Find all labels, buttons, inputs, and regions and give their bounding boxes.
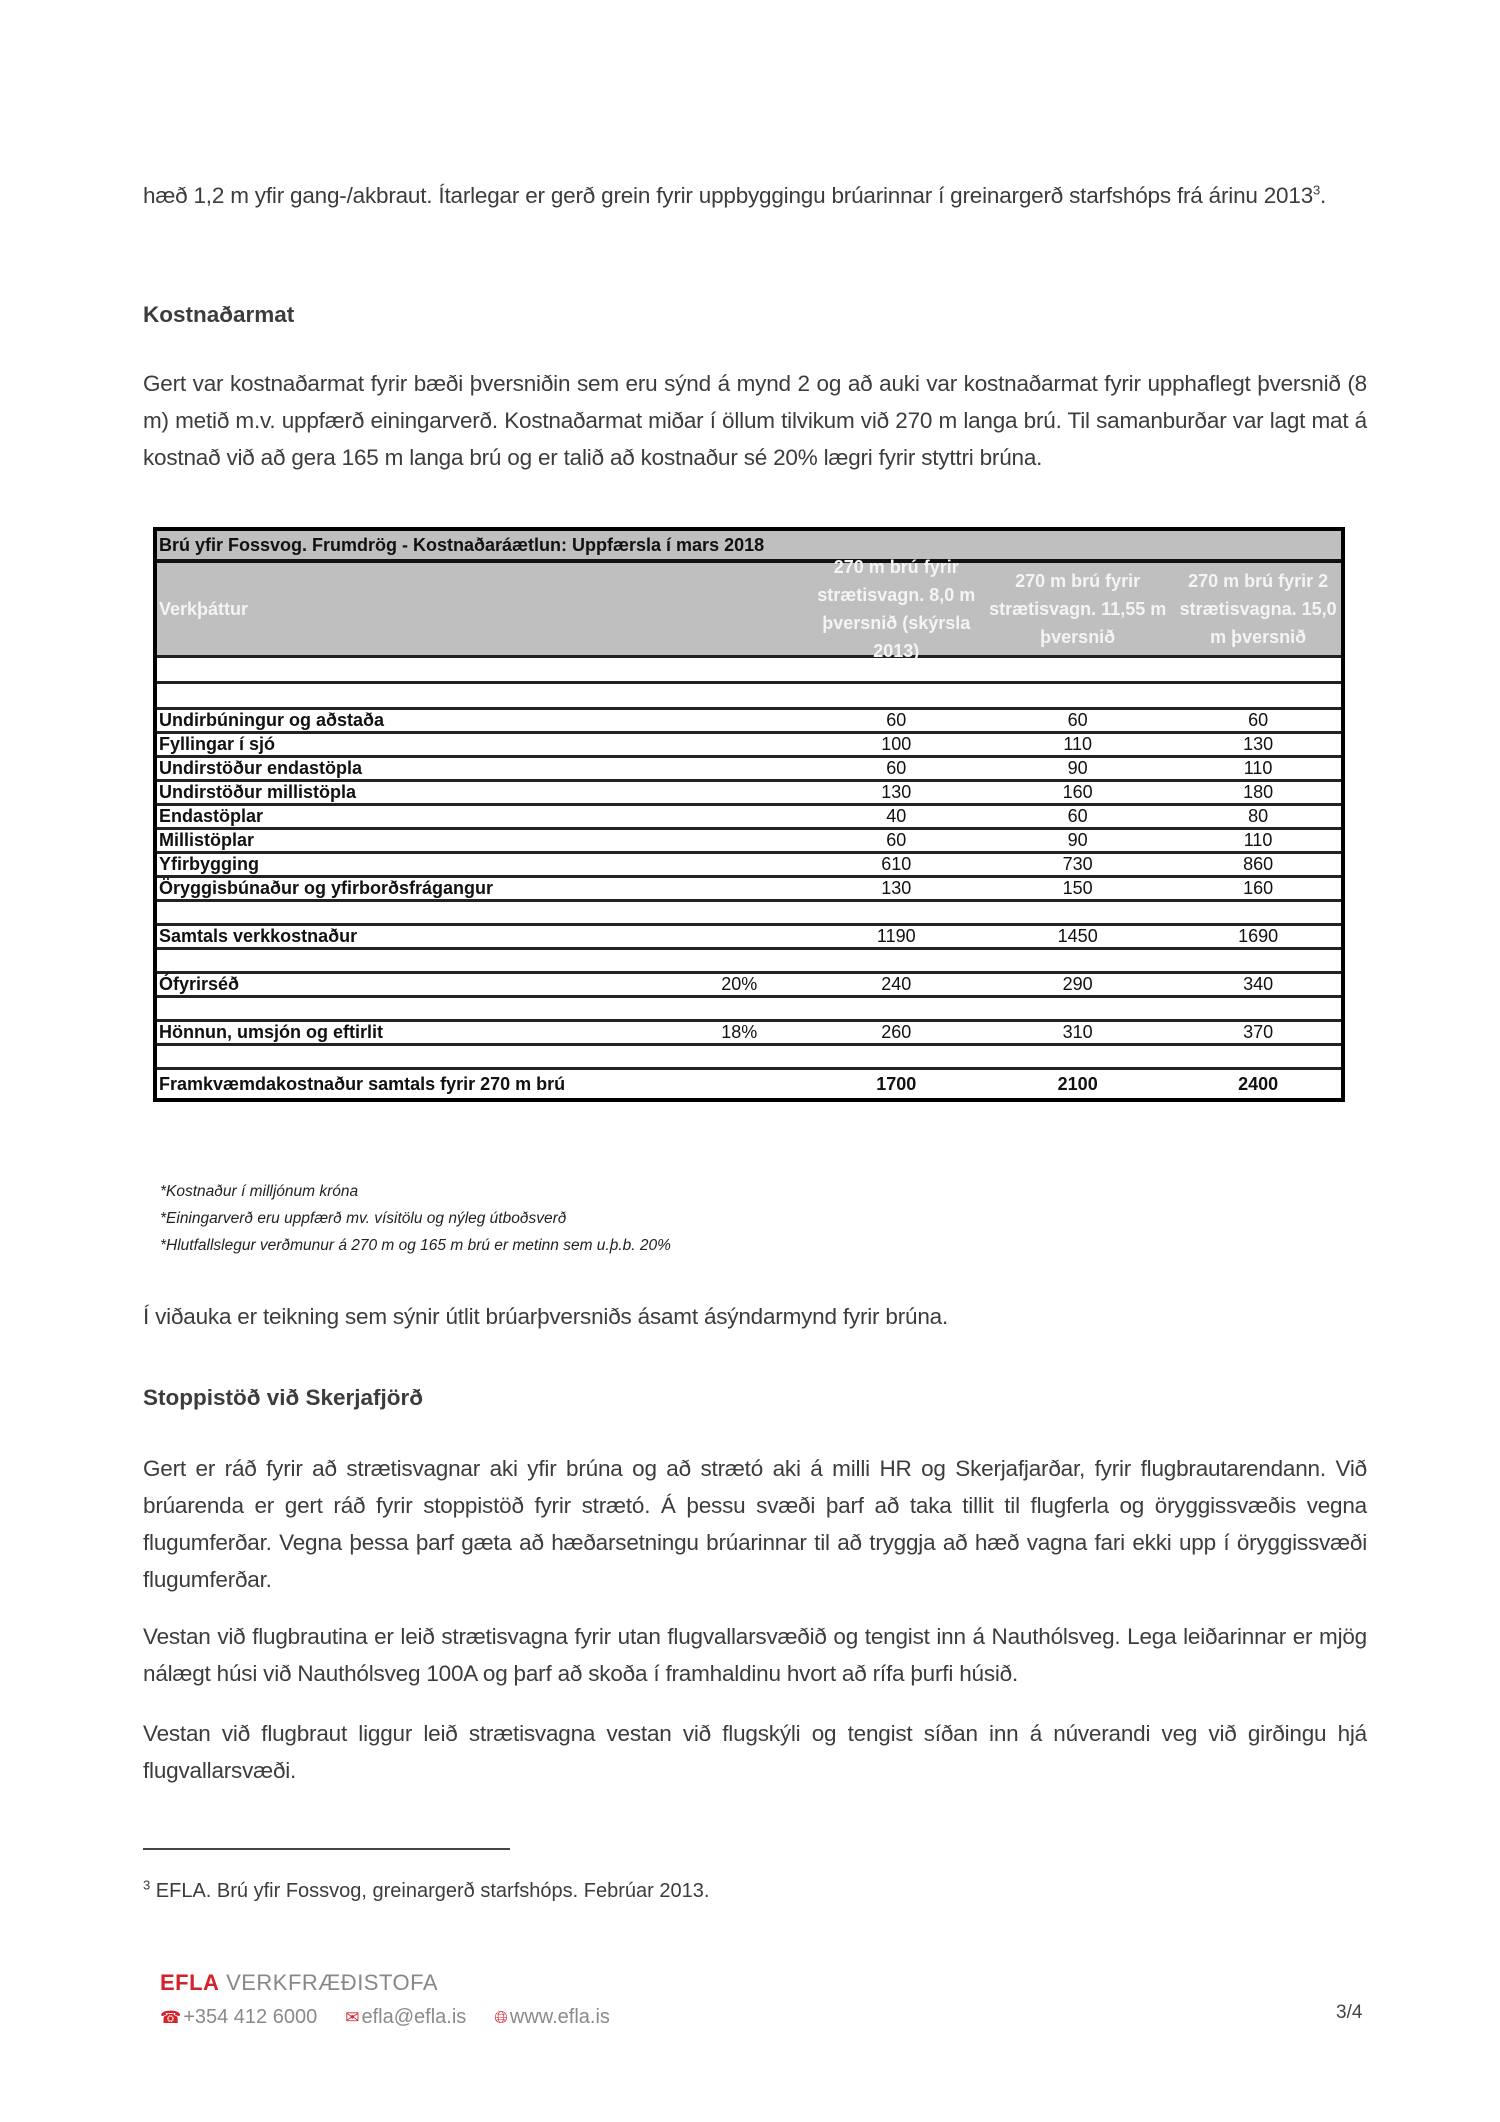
row-value-col3: 160 [1243, 878, 1274, 898]
row-value-col2: 730 [1062, 854, 1093, 874]
row-value-col1: 60 [886, 758, 907, 778]
table-notes [160, 1178, 671, 1259]
section-heading-kostnadarmat: Kostnaðarmat [143, 302, 295, 327]
row-pct: 20% [721, 974, 758, 994]
footnote-separator [143, 1848, 510, 1850]
table-row [157, 734, 1341, 758]
row-label: Undirstöður endastöpla [159, 758, 363, 778]
header-col2: 270 m brú fyrir strætisvagn. 11,55 m þversnið [989, 571, 1167, 647]
table-note: *Hlutfallslegur verðmunur á 270 m og 165 m brú er metinn sem u.þ.b. 20% [160, 1237, 671, 1254]
row-label: Endastöplar [159, 806, 264, 826]
row-value-col3: 110 [1243, 830, 1273, 850]
row-value-col3: 110 [1243, 758, 1273, 778]
row-label: Fyllingar í sjó [159, 734, 276, 754]
row-value-col2: 1450 [1057, 926, 1098, 946]
row-value-col1: 260 [881, 1022, 912, 1042]
table-row [157, 758, 1341, 782]
row-value-col1: 100 [881, 734, 912, 754]
table-title: Brú yfir Fossvog. Frumdrög - Kostnaðaráætlun: Uppfærsla í mars 2018 [157, 531, 1341, 563]
table-row [157, 878, 1341, 902]
row-value-col3: 1690 [1238, 926, 1279, 946]
phone-icon: ☎ [160, 2008, 182, 2027]
row-value-col2: 60 [1067, 710, 1088, 730]
phone-number: +354 412 6000 [183, 2006, 318, 2028]
table-row [157, 710, 1341, 734]
row-value-col2: 60 [1067, 806, 1088, 826]
row-value-col1: 1700 [876, 1073, 917, 1094]
row-value-col2: 90 [1067, 830, 1088, 850]
row-pct: 18% [721, 1022, 758, 1042]
table-blank-row [157, 998, 1341, 1022]
email-address: efla@efla.is [361, 2006, 467, 2028]
intro-end: . [1320, 183, 1327, 208]
stoppistod-paragraph-1: Gert er ráð fyrir að strætisvagnar aki yfir brúna og að strætó aki á milli HR og Skerjafjarðar, fyrir flugbrautarendann. Við brúarenda er gert ráð fyrir stoppistöð fyrir strætó. Á þessu svæði þarf að taka tillit til flugferla og öryggissvæðis vegna flugumferðar. Vegna þessa þarf gæta að hæðarsetningu brúarinnar til að tryggja að hæð vagna fari ekki upp í öryggissvæði flugumferðar. [143, 1456, 1367, 1592]
row-label: Hönnun, umsjón og eftirlit [159, 1022, 383, 1042]
row-value-col1: 40 [886, 806, 907, 826]
footnote-text: EFLA. Brú yfir Fossvog, greinargerð starfshóps. Febrúar 2013. [150, 1880, 710, 1902]
row-value-col1: 130 [881, 782, 912, 802]
row-value-col3: 80 [1248, 806, 1269, 826]
row-value-col1: 130 [881, 878, 912, 898]
row-value-col1: 240 [881, 974, 912, 994]
row-value-col2: 290 [1062, 974, 1093, 994]
kostnadarmat-paragraph: Gert var kostnaðarmat fyrir bæði þversniðin sem eru sýnd á mynd 2 og að auki var kostnaðarmat fyrir upphaflegt þversnið (8 m) metið m.v. uppfærð einingarverð. Kostnaðarmat miðar í öllum tilvikum við 270 m langa brú. Til samanburðar var lagt mat á kostnað við að gera 165 m langa brú og er talið að kostnaður sé 20% lægri fyrir styttri brúna. [143, 371, 1367, 470]
table-row [157, 830, 1341, 854]
row-value-col2: 150 [1062, 878, 1093, 898]
header-item: Verkþáttur [159, 598, 249, 619]
row-value-col2: 90 [1067, 758, 1088, 778]
brand-subtitle: VERKFRÆÐISTOFA [219, 1970, 439, 1995]
row-value-col1: 610 [881, 854, 912, 874]
table-row [157, 782, 1341, 806]
brand-name: EFLA [160, 1970, 220, 1995]
company-logo [160, 1970, 438, 1996]
row-value-col1: 60 [886, 710, 907, 730]
table-header-row [157, 557, 1341, 661]
row-value-col3: 2400 [1238, 1073, 1279, 1094]
web-contact[interactable] [494, 2006, 610, 2029]
footnote-ref[interactable]: 3 [1313, 182, 1321, 198]
appendix-sentence: Í viðauka er teikning sem sýnir útlit brúarþversniðs ásamt ásýndarmynd fyrir brúna. [143, 1304, 948, 1329]
row-value-col3: 60 [1248, 710, 1269, 730]
row-value-col3: 860 [1243, 854, 1274, 874]
row-value-col3: 370 [1243, 1022, 1274, 1042]
table-blank-row [157, 902, 1341, 926]
table-row [157, 854, 1341, 878]
header-col1: 270 m brú fyrir strætisvagn. 8,0 m þversnið (skýrsla 2013) [817, 557, 976, 661]
table-blank-row [157, 1046, 1341, 1070]
stoppistod-paragraph-2: Vestan við flugbrautina er leið strætisvagna fyrir utan flugvallarsvæðið og tengist inn á Nauthólsveg. Lega leiðarinnar er mjög nálægt húsi við Nauthólsveg 100A og þarf að skoða í framhaldinu hvort að rífa þurfi húsið. [143, 1624, 1367, 1686]
row-value-col1: 60 [886, 830, 907, 850]
design-row [157, 1022, 1341, 1046]
table-blank-row [157, 658, 1341, 684]
globe-icon: 🌐︎ [494, 2008, 508, 2027]
stoppistod-paragraph-3: Vestan við flugbraut liggur leið strætisvagna vestan við flugskýli og tengist síðan inn á núverandi veg við girðingu hjá flugvallarsvæði. [143, 1721, 1367, 1783]
footnote-number: 3 [143, 1877, 151, 1893]
table-blank-row [157, 950, 1341, 974]
contact-info [160, 2006, 610, 2029]
contingency-row [157, 974, 1341, 998]
row-label: Öryggisbúnaður og yfirborðsfrágangur [159, 878, 494, 898]
header-col3: 270 m brú fyrir 2 strætisvagna. 15,0 m þversnið [1179, 571, 1337, 647]
row-value-col3: 340 [1243, 974, 1274, 994]
row-label: Ófyrirséð [159, 974, 240, 994]
row-label: Millistöplar [159, 830, 255, 850]
email-contact[interactable] [345, 2006, 466, 2029]
subtotal-row [157, 926, 1341, 950]
row-value-col3: 180 [1243, 782, 1274, 802]
row-value-col2: 110 [1063, 734, 1093, 754]
cost-estimate-table [153, 527, 1345, 1102]
footnote [143, 1877, 710, 1903]
row-label: Framkvæmdakostnaður samtals fyrir 270 m brú [159, 1073, 566, 1094]
website-url: www.efla.is [509, 2006, 610, 2028]
phone-contact[interactable] [160, 2006, 317, 2029]
section-heading-stoppistod: Stoppistöð við Skerjafjörð [143, 1385, 424, 1410]
envelope-icon: ✉ [345, 2008, 360, 2027]
page-number: 3/4 [1336, 2002, 1363, 2023]
table-note: *Einingarverð eru uppfærð mv. vísitölu og nýleg útboðsverð [160, 1210, 567, 1227]
table-blank-row [157, 684, 1341, 710]
row-value-col1: 1190 [876, 926, 916, 946]
row-value-col2: 2100 [1057, 1073, 1098, 1094]
total-row [157, 1070, 1341, 1098]
row-value-col3: 130 [1243, 734, 1274, 754]
row-label: Yfirbygging [159, 854, 259, 874]
table-row [157, 806, 1341, 830]
row-label: Undirbúningur og aðstaða [159, 710, 384, 730]
row-value-col2: 310 [1062, 1022, 1093, 1042]
row-label: Samtals verkkostnaður [159, 926, 358, 946]
row-value-col2: 160 [1062, 782, 1093, 802]
intro-text: hæð 1,2 m yfir gang-/akbraut. Ítarlegar er gerð grein fyrir uppbyggingu brúarinnar í greinargerð starfshóps frá árinu 2013 [143, 183, 1314, 208]
table-note: *Kostnaður í milljónum króna [160, 1183, 359, 1200]
row-label: Undirstöður millistöpla [159, 782, 357, 802]
intro-paragraph [143, 177, 1367, 214]
